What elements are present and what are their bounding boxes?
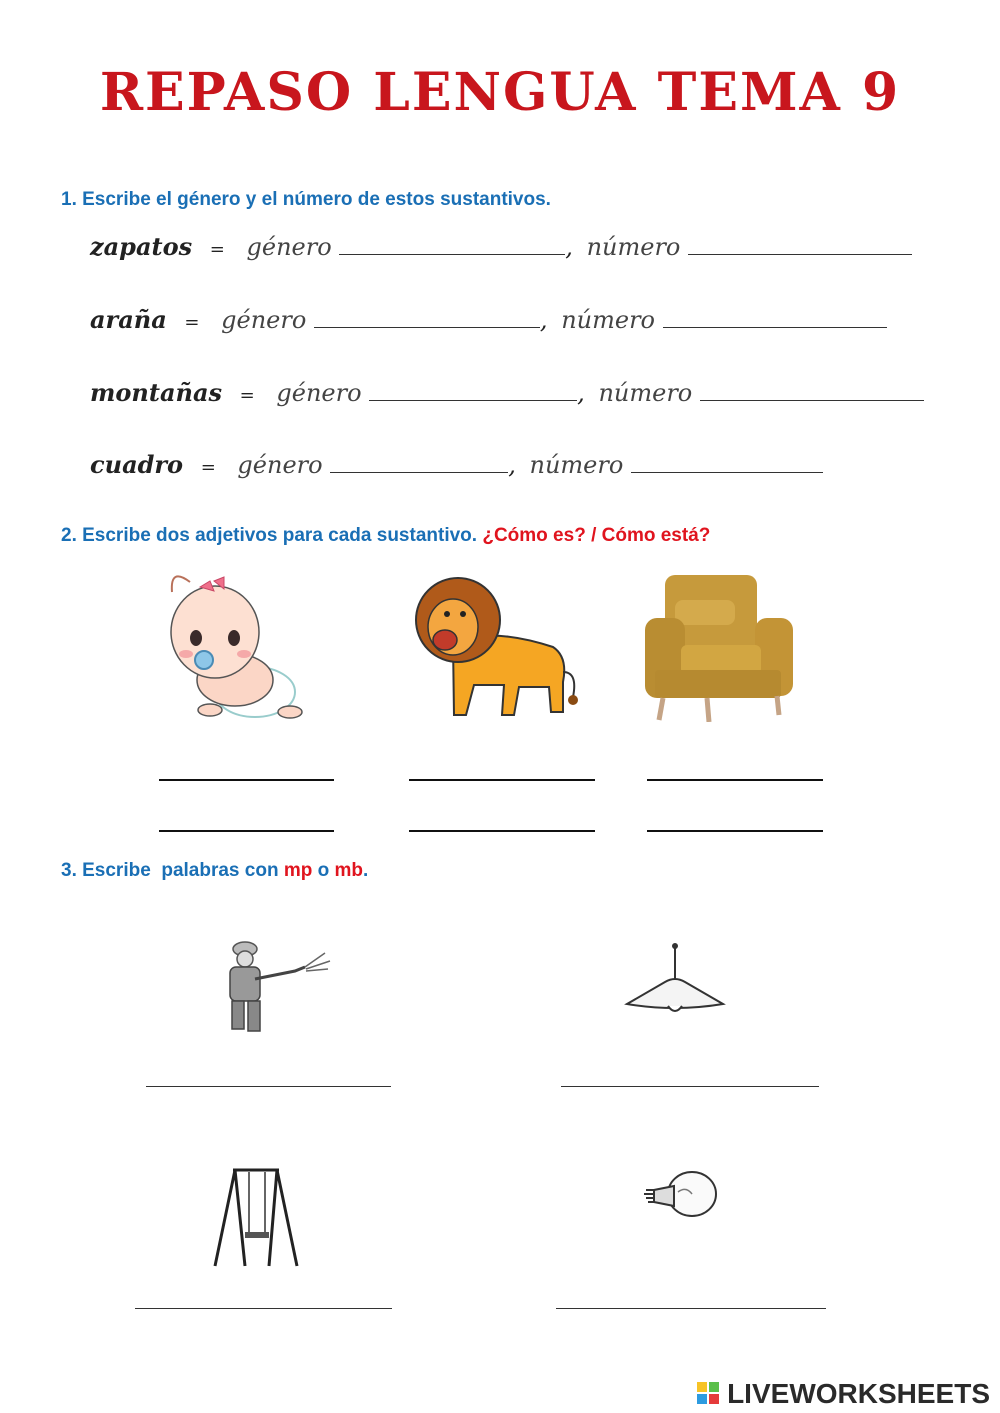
adjective-answer-line[interactable] — [159, 830, 334, 832]
adjective-answer-line[interactable] — [409, 779, 595, 781]
armchair-picture — [645, 570, 793, 722]
lion-picture — [413, 572, 578, 717]
comma: , — [539, 306, 548, 334]
mp-mb-answer-line[interactable] — [556, 1308, 826, 1309]
gender-label: género — [221, 306, 307, 334]
number-answer-blank[interactable] — [663, 307, 887, 328]
period: . — [363, 860, 369, 881]
number-answer-blank[interactable] — [631, 452, 823, 473]
lightbulb-picture — [638, 1162, 723, 1232]
noun-label: montañas — [90, 378, 222, 407]
mb-highlight: mb — [334, 860, 363, 881]
mp-mb-answer-line[interactable] — [561, 1086, 819, 1087]
gender-answer-blank[interactable] — [330, 452, 508, 473]
question-3-text: 3. Escribe palabras con — [61, 860, 279, 881]
question-3-heading — [61, 860, 368, 882]
q1-row-cuadro — [90, 450, 823, 479]
equals-sign: = — [200, 457, 216, 478]
mp-mb-answer-line[interactable] — [146, 1086, 391, 1087]
mp-highlight: mp — [283, 860, 313, 881]
q1-row-zapatos — [90, 232, 912, 261]
equals-sign: = — [239, 385, 255, 406]
noun-label: cuadro — [90, 450, 184, 479]
mp-mb-answer-line[interactable] — [135, 1308, 392, 1309]
number-answer-blank[interactable] — [700, 380, 924, 401]
adjective-answer-line[interactable] — [159, 779, 334, 781]
gender-answer-blank[interactable] — [369, 380, 577, 401]
liveworksheets-logo-icon — [697, 1382, 721, 1404]
gender-answer-blank[interactable] — [339, 234, 565, 255]
gender-label: género — [246, 233, 332, 261]
adjective-answer-line[interactable] — [647, 779, 823, 781]
firefighter-picture — [210, 937, 335, 1037]
adjective-answer-line[interactable] — [409, 830, 595, 832]
comma: , — [577, 379, 585, 407]
equals-sign: = — [209, 239, 225, 260]
liveworksheets-watermark: LIVEWORKSHEETS — [727, 1378, 990, 1409]
gender-answer-blank[interactable] — [314, 307, 540, 328]
lamp-picture — [620, 942, 730, 1027]
gender-label: género — [276, 379, 362, 407]
question-2-heading — [61, 525, 710, 547]
adjective-answer-line[interactable] — [647, 830, 823, 832]
question-2-text: 2. Escribe dos adjetivos para cada sustantivo. — [61, 525, 478, 546]
noun-label: zapatos — [90, 232, 193, 261]
comma: , — [508, 451, 516, 479]
number-label: número — [561, 306, 655, 334]
question-2-prompt: ¿Cómo es? / Cómo está? — [482, 525, 711, 546]
question-1-heading: 1. Escribe el género y el número de estos sustantivos. — [61, 189, 551, 210]
gender-label: género — [237, 451, 323, 479]
q1-row-arana — [90, 305, 887, 334]
swing-picture — [205, 1160, 305, 1270]
number-label: número — [586, 233, 681, 261]
equals-sign: = — [184, 312, 200, 333]
number-answer-blank[interactable] — [688, 234, 912, 255]
number-label: número — [529, 451, 624, 479]
page-title: REPASO LENGUA TEMA 9 — [99, 62, 901, 123]
baby-picture — [160, 562, 310, 722]
or-word: o — [317, 860, 330, 881]
number-label: número — [598, 379, 693, 407]
noun-label: araña — [90, 305, 167, 334]
q1-row-montanas — [90, 378, 924, 407]
comma: , — [565, 233, 573, 261]
